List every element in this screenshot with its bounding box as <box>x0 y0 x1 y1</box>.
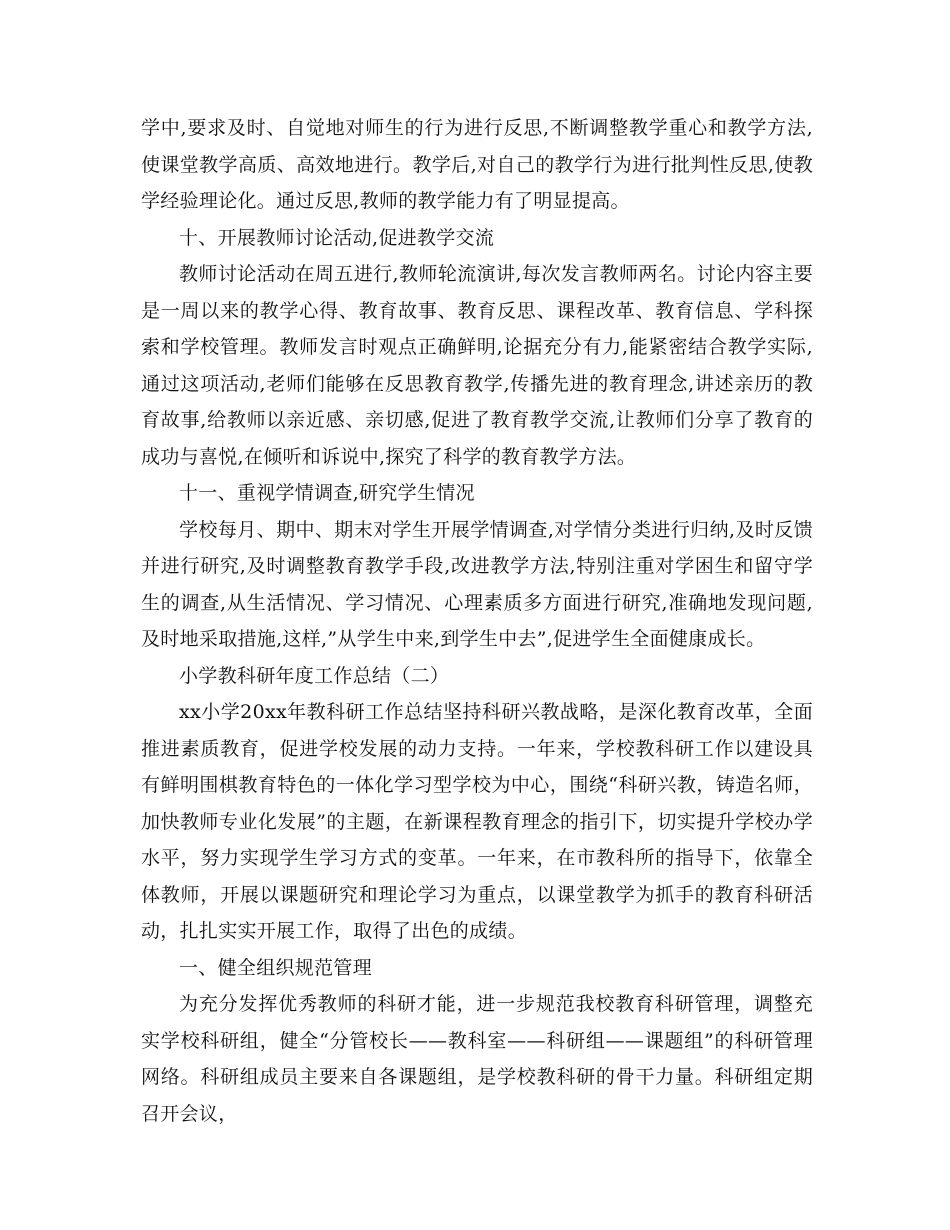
paragraph: 教师讨论活动在周五进行,教师轮流演讲,每次发言教师两名。讨论内容主要是一周以来的教学心得、教育故事、教育反思、课程改革、教育信息、学科探索和学校管理。教师发言时观点正确鲜明,论据充分有力,能紧密结合教学实际,通过这项活动,老师们能够在反思教育教学,传播先进的教育理念,讲述亲历的教育故事,给教师以亲近感、亲切感,促进了教育教学交流,让教师们分享了教育的成功与喜悦,在倾听和诉说中,探究了科学的教育教学方法。 <box>141 263 813 468</box>
paragraph: 学校每月、期中、期末对学生开展学情调查,对学情分类进行归纳,及时反馈并进行研究,及时调整教育教学手段,改进教学方法,特别注重对学困生和留守学生的调查,从生活情况、学习情况、心理素质多方面进行研究,准确地发现问题,及时地采取措施,这样,”从学生中来,到学生中去”,促进学生全面健康成长。 <box>141 518 813 650</box>
paragraph: xx小学20xx年教科研工作总结坚持科研兴教战略，是深化教育改革，全面推进素质教育，促进学校发展的动力支持。一年来，学校教科研工作以建设具有鲜明围棋教育特色的一体化学习型学校为中心，围绕“科研兴教，铸造名师，加快教师专业化发展”的主题，在新课程教育理念的指引下，切实提升学校办学水平，努力实现学生学习方式的变革。一年来，在市教科所的指导下，依靠全体教师，开展以课题研究和理论学习为重点，以课堂教学为抓手的教育科研活动，扎扎实实开展工作，取得了出色的成绩。 <box>141 701 813 942</box>
paragraph: 学中,要求及时、自觉地对师生的行为进行反思,不断调整教学重心和教学方法,使课堂教学高质、高效地进行。教学后,对自己的教学行为进行批判性反思,使教学经验理论化。通过反思,教师的教学能力有了明显提高。 <box>141 117 813 212</box>
paragraph: 为充分发挥优秀教师的科研才能，进一步规范我校教育科研管理，调整充实学校科研组，健全“分管校长——教科室——科研组——课题组”的科研管理网络。科研组成员主要来自各课题组，是学校教科研的骨干力量。科研组定期召开会议， <box>141 993 813 1125</box>
section-heading: 十一、重视学情调查,研究学生情况 <box>179 482 475 504</box>
document-subtitle: 小学教科研年度工作总结（二） <box>179 664 450 687</box>
section-heading: 十、开展教师讨论活动,促进教学交流 <box>179 226 495 249</box>
document-body <box>141 110 813 1132</box>
section-heading: 一、健全组织规范管理 <box>179 956 373 979</box>
